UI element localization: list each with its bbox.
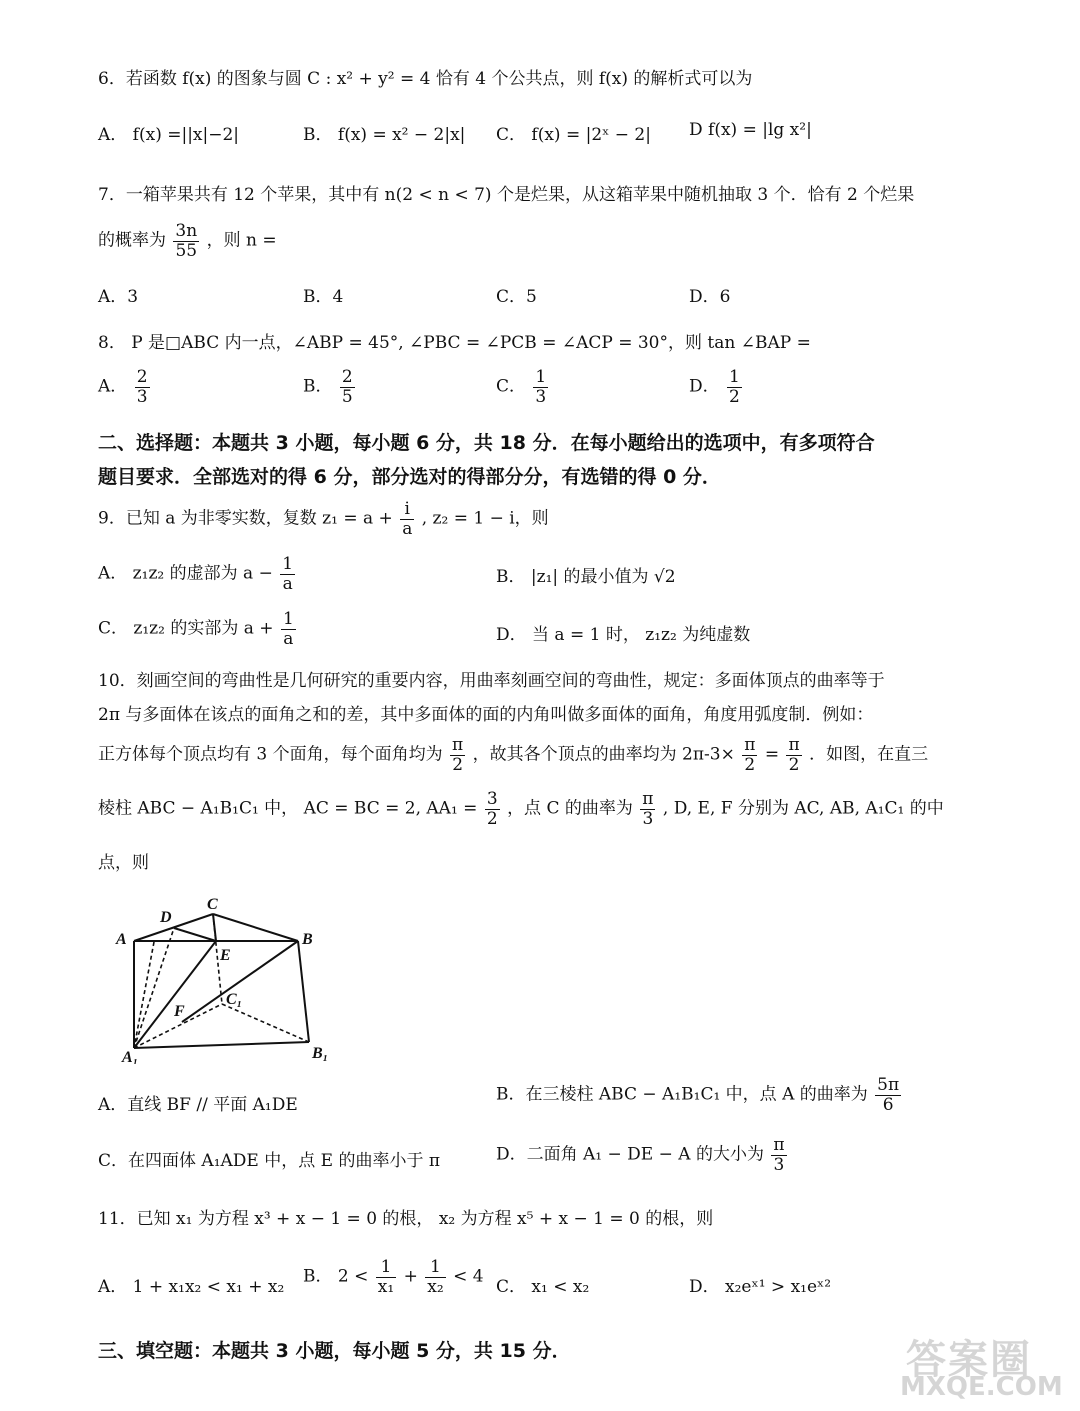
q10-line1: 10．刻画空间的弯曲性是几何研究的重要内容，用曲率刻画空间的弯曲性，规定：多面体顶点的曲率等于 [98, 671, 885, 691]
q10-fraction-pi-over-2 [450, 736, 465, 774]
q10-option-d-fraction [771, 1136, 786, 1174]
q7-fraction-denominator: 55 [175, 240, 198, 261]
segment-A1E [134, 941, 216, 1048]
q8-option-a-fraction [135, 368, 150, 406]
label-A: A [116, 931, 127, 948]
numerator: i [400, 500, 414, 520]
q10-line3-equals: = [764, 744, 780, 765]
q10-option-b [496, 1076, 903, 1114]
section-2-heading-line2: 题目要求．全部选对的得 6 分，部分选对的得部分分，有选错的得 0 分． [98, 466, 721, 488]
q8-option-a-label: A． [98, 376, 128, 397]
denominator: 2 [486, 808, 498, 829]
q8-option-d-label: D． [689, 376, 720, 397]
watermark-text-chinese: 答案圈 [906, 1337, 1032, 1383]
label-D: D [160, 909, 172, 926]
q9-stem-prefix: 9．已知 a 为非零实数，复数 z₁ = a + [98, 508, 393, 529]
denominator: 3 [642, 808, 654, 829]
q9-option-a-fraction [280, 555, 295, 593]
section-2-heading-line1: 二、选择题：本题共 3 小题，每小题 6 分，共 18 分．在每小题给出的选项中，有多项符合 [98, 432, 875, 454]
q6-option-a: A． f(x) =||x|−2| [98, 125, 240, 145]
numerator: 1 [425, 1258, 445, 1278]
denominator: 2 [744, 754, 756, 775]
numerator: 1 [282, 554, 294, 574]
q11-stem: 11．已知 x₁ 为方程 x³ + x − 1 = 0 的根， x₂ 为方程 x⁵ + x − 1 = 0 的根，则 [98, 1209, 714, 1229]
q6-option-c: C． f(x) = |2ˣ − 2| [496, 125, 651, 145]
q11-option-b-fraction-2 [425, 1258, 445, 1296]
denominator: 2 [452, 754, 464, 775]
edge-C1B1 [222, 1004, 309, 1042]
q7-stem-prefix: 的概率为 [98, 230, 166, 251]
q8-option-d-fraction [727, 368, 742, 406]
q8-option-b-label: B． [303, 376, 333, 397]
numerator: 2 [341, 367, 353, 387]
q10-option-d-text: D．二面角 A₁ − DE − A 的大小为 [496, 1144, 764, 1165]
q9-stem-suffix: , z₂ = 1 − i，则 [421, 508, 549, 529]
q8-option-c-fraction [533, 368, 548, 406]
q9-option-c [98, 610, 298, 648]
q11-option-b-prefix: B． 2 < [303, 1266, 369, 1287]
q9-option-c-text: C． z₁z₂ 的实部为 a + [98, 618, 274, 639]
numerator: 1 [282, 609, 294, 629]
q11-option-a: A． 1 + x₁x₂ < x₁ + x₂ [98, 1277, 285, 1297]
q7-stem-line1: 7．一箱苹果共有 12 个苹果，其中有 n(2 < n < 7) 个是烂果，从这箱苹果中随机抽取 3 个．恰有 2 个烂果 [98, 185, 915, 205]
label-C1: C₁ [226, 991, 243, 1008]
q7-option-b: B．4 [303, 287, 344, 307]
section-3-heading: 三、填空题：本题共 3 小题，每小题 5 分，共 15 分． [98, 1340, 571, 1362]
numerator: 2 [136, 367, 148, 387]
label-F: F [174, 1003, 185, 1020]
segment-FB [182, 941, 298, 1022]
label-B1: B₁ [312, 1045, 329, 1062]
edge-CB [213, 914, 298, 941]
q11-option-b-suffix: < 4 [453, 1266, 484, 1287]
q10-option-c: C．在四面体 A₁ADE 中，点 E 的曲率小于 π [98, 1151, 441, 1171]
q10-fraction-3-over-2 [485, 790, 500, 828]
q10-option-b-text: B．在三棱柱 ABC − A₁B₁C₁ 中，点 A 的曲率为 [496, 1084, 868, 1105]
q10-line3-text-a: 正方体每个顶点均有 3 个面角，每个面角均为 [98, 744, 443, 765]
q11-option-d: D． x₂eˣ¹ > x₁eˣ² [689, 1277, 832, 1297]
label-A1: A₁ [122, 1049, 139, 1064]
label-B: B [302, 931, 313, 948]
denominator: 2 [788, 754, 800, 775]
q10-line5: 点，则 [98, 853, 149, 873]
numerator: 3 [486, 789, 498, 809]
q8-option-c [496, 368, 550, 406]
edge-BB1 [298, 941, 309, 1042]
q7-stem-line2 [98, 222, 277, 260]
denominator: 3 [535, 386, 547, 407]
denominator: a [402, 518, 413, 539]
q7-option-d: D．6 [689, 287, 731, 307]
q8-option-b-fraction [340, 368, 355, 406]
numerator: π [773, 1135, 785, 1155]
q10-line3-text-b: ，故其各个顶点的曲率均为 2π-3× [472, 744, 735, 765]
label-E: E [220, 947, 231, 964]
edge-A1B1 [134, 1042, 309, 1048]
q7-option-a: A．3 [98, 287, 139, 307]
q10-line4-text-a: 棱柱 ABC − A₁B₁C₁ 中， AC = BC = 2, AA₁ = [98, 798, 478, 819]
denominator: 3 [773, 1154, 785, 1175]
denominator: 5 [341, 386, 353, 407]
q9-stem [98, 500, 549, 538]
q10-line4-text-c: , D, E, F 分别为 AC, AB, A₁C₁ 的中 [662, 798, 944, 819]
q10-fraction-pi-over-2-b [742, 736, 757, 774]
numerator: 1 [729, 367, 740, 387]
numerator: π [642, 789, 654, 809]
numerator: 5π [877, 1075, 900, 1095]
q11-option-b-fraction-1 [376, 1258, 396, 1296]
q10-line2: 2π 与多面体在该点的面角之和的差，其中多面体的面的内角叫做多面体的面角，角度用弧度制．例如： [98, 705, 874, 725]
q8-option-a [98, 368, 152, 406]
segment-DE [174, 928, 216, 941]
q11-option-c: C． x₁ < x₂ [496, 1277, 590, 1297]
watermark-text-url: MXQE.COM [900, 1372, 1063, 1402]
q7-probability-fraction [173, 222, 199, 260]
q10-line3-text-d: ．如图，在直三 [809, 744, 929, 765]
q11-option-b-plus: + [403, 1266, 418, 1287]
q8-stem: 8． P 是□ABC 内一点，∠ABP = 45°, ∠PBC = ∠PCB = ∠ACP = 30°，则 tan ∠BAP = [98, 333, 811, 353]
q10-line3 [98, 736, 928, 774]
q7-option-c: C．5 [496, 287, 537, 307]
label-C: C [207, 896, 218, 913]
q11-option-b [303, 1258, 484, 1296]
q9-option-a [98, 555, 297, 593]
q9-option-d: D． 当 a = 1 时， z₁z₂ 为纯虚数 [496, 625, 751, 645]
q10-option-b-fraction [875, 1076, 901, 1114]
numerator: π [744, 735, 756, 755]
q10-option-d [496, 1136, 789, 1174]
q6-option-b: B． f(x) = x² − 2|x| [303, 125, 466, 145]
q10-fraction-pi-over-2-c [786, 736, 801, 774]
numerator: 1 [535, 367, 547, 387]
q6-stem: 6．若函数 f(x) 的图象与圆 C : x² + y² = 4 恰有 4 个公共点，则 f(x) 的解析式可以为 [98, 69, 753, 89]
denominator: a [283, 628, 294, 649]
q9-option-b: B． |z₁| 的最小值为 √2 [496, 567, 676, 587]
numerator: π [452, 735, 464, 755]
q10-option-a: A．直线 BF // 平面 A₁DE [98, 1095, 298, 1115]
q6-option-d: D f(x) = |lg x²| [689, 120, 812, 140]
segment-dashed-left [134, 942, 154, 1048]
q9-stem-fraction [400, 500, 414, 538]
q8-option-b [303, 368, 357, 406]
numerator: 1 [376, 1258, 396, 1278]
denominator: a [282, 573, 293, 594]
q8-option-c-label: C． [496, 376, 527, 397]
q8-option-d [689, 368, 744, 406]
q7-stem-suffix: ，则 n = [206, 230, 277, 251]
q10-line4-text-b: ，点 C 的曲率为 [507, 798, 633, 819]
denominator: x₁ [377, 1276, 395, 1297]
q10-fraction-pi-over-3 [640, 790, 655, 828]
q9-option-a-text: A． z₁z₂ 的虚部为 a − [98, 563, 273, 584]
denominator: 6 [882, 1094, 894, 1115]
watermark-logo [886, 1328, 1076, 1408]
q10-line4 [98, 790, 944, 828]
denominator: x₂ [427, 1276, 444, 1297]
q7-fraction-numerator: 3n [175, 221, 198, 241]
numerator: π [788, 735, 800, 755]
denominator: 3 [136, 386, 148, 407]
q9-option-c-fraction [281, 610, 296, 648]
denominator: 2 [729, 386, 740, 407]
prism-diagram [112, 892, 342, 1064]
